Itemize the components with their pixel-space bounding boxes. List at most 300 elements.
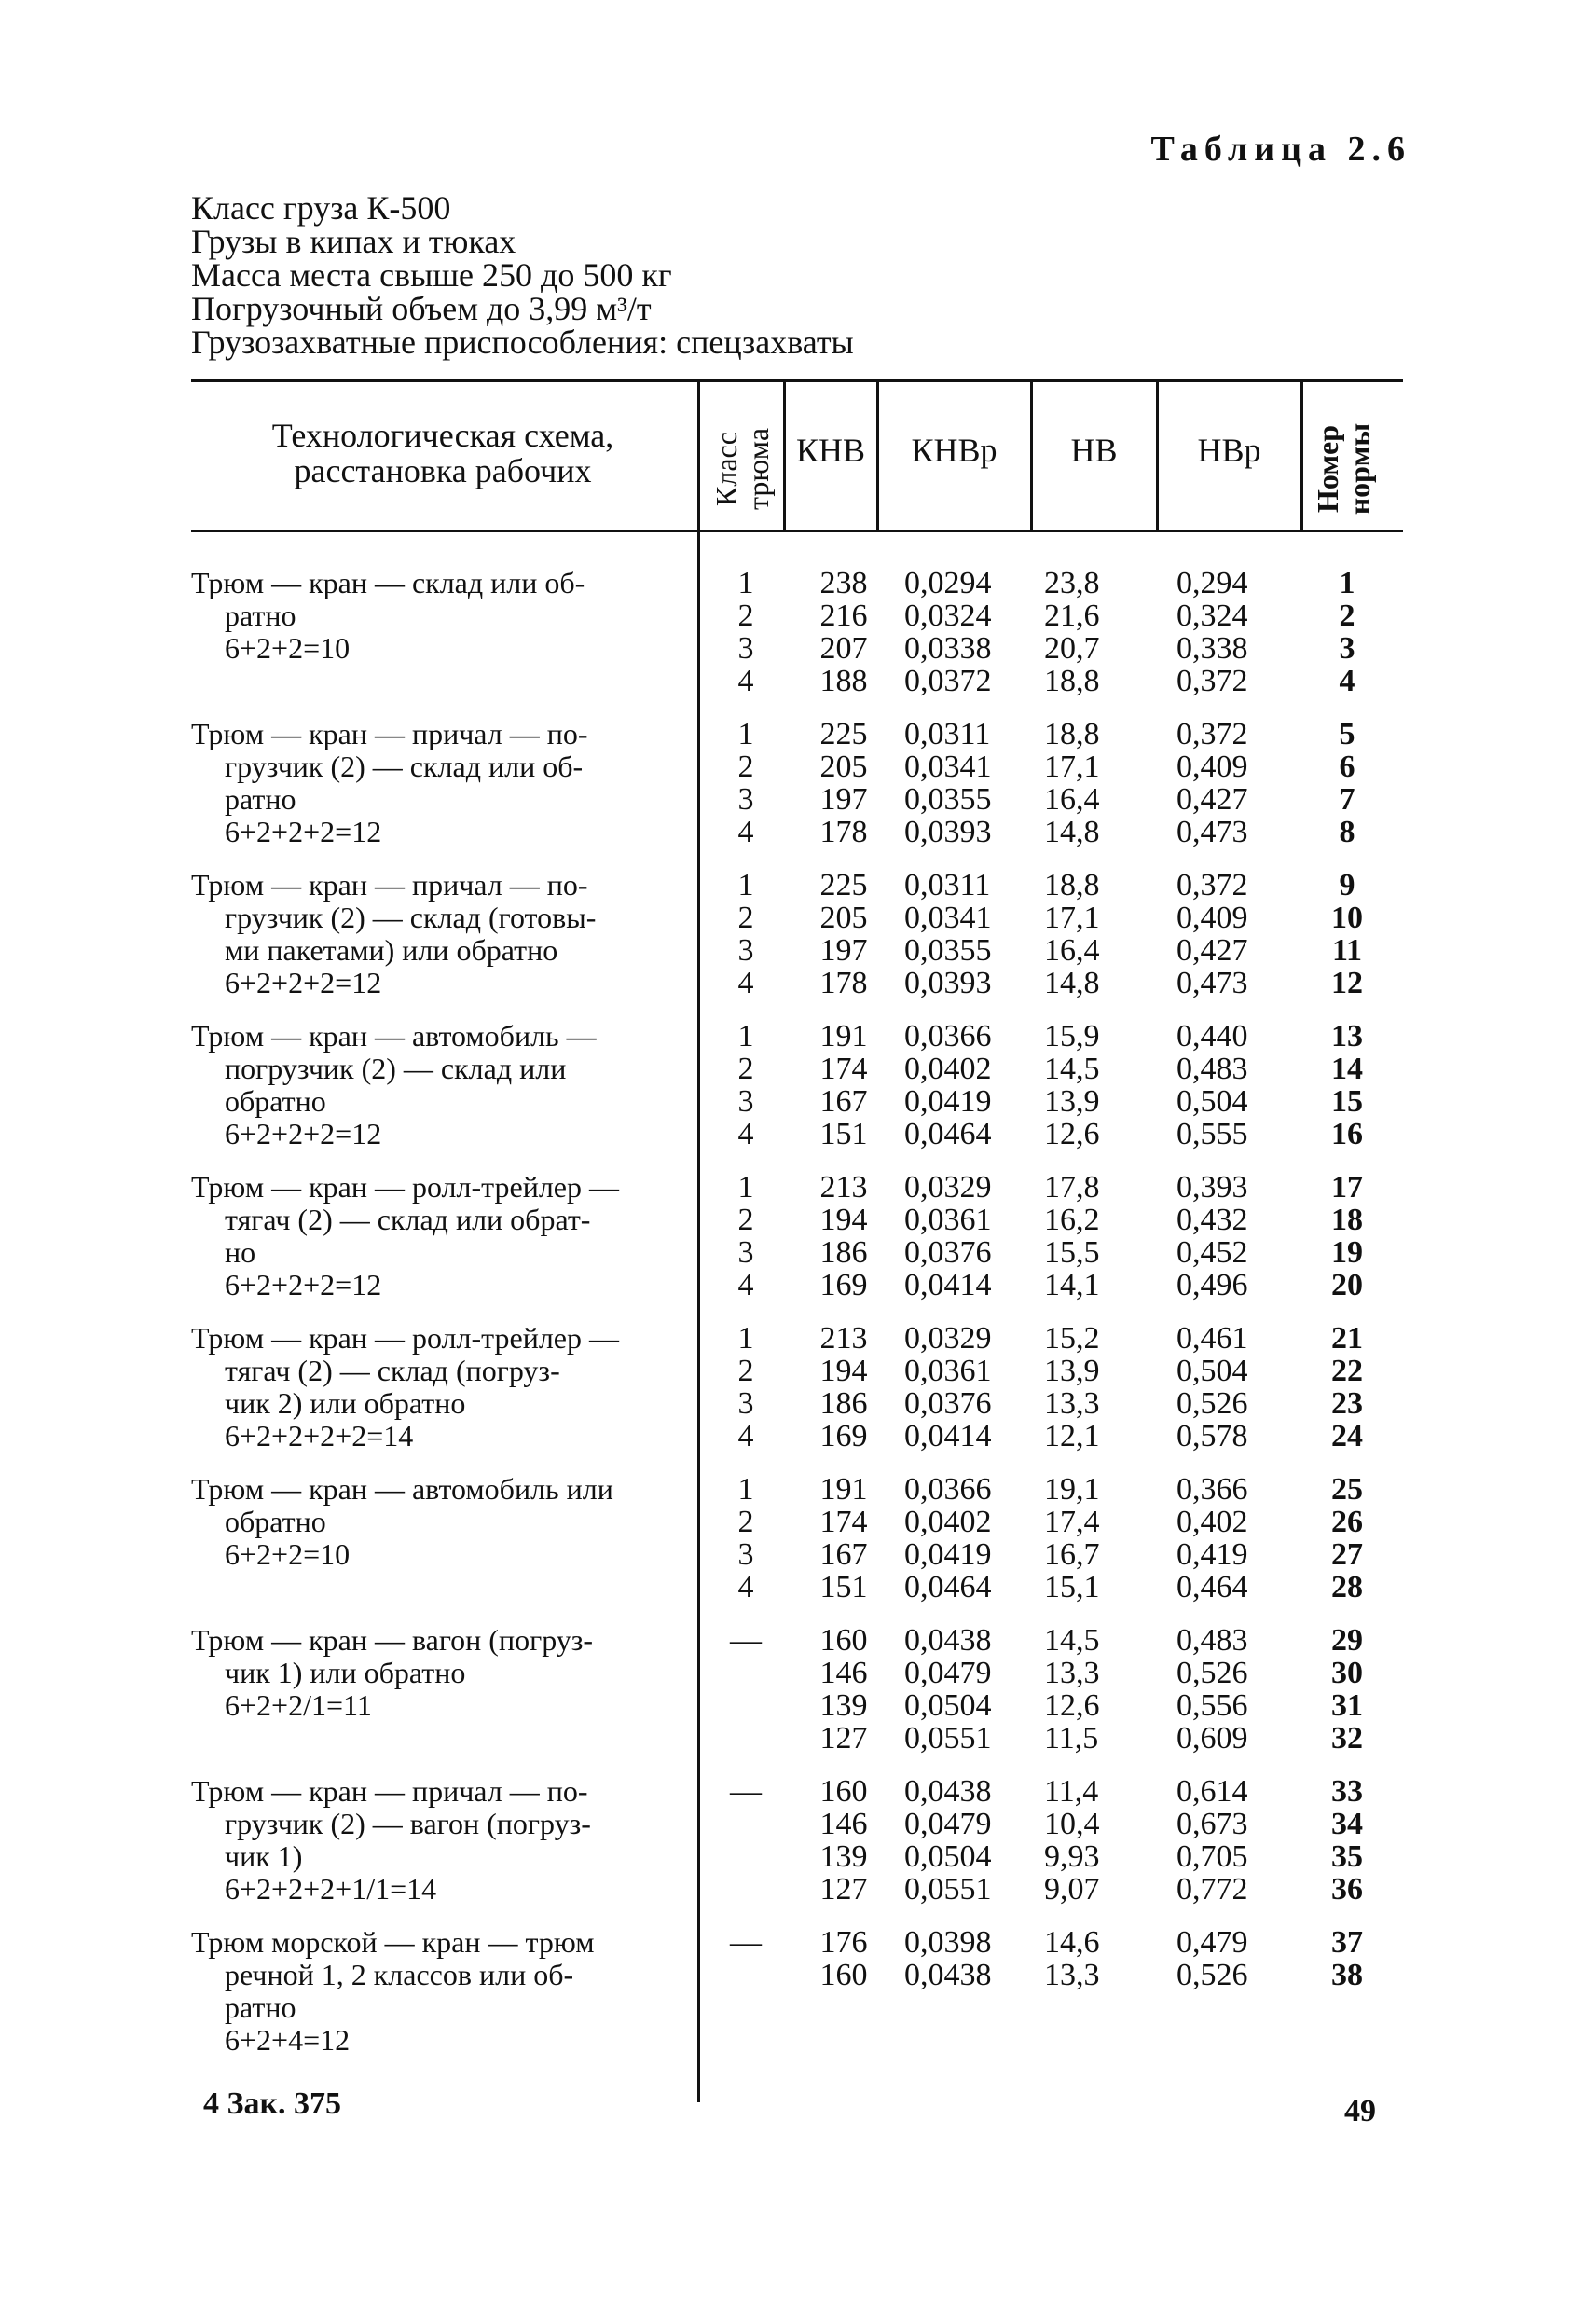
norm-number-column (1310, 1322, 1384, 1453)
norm-number-column (1310, 718, 1384, 848)
nv-r-cell: 0,372 (1176, 868, 1248, 902)
norm-number-cell: 7 (1339, 782, 1355, 817)
knv-cell: 178 (819, 966, 868, 1000)
hold-class-column (709, 1473, 783, 1604)
nv-cell: 21,6 (1044, 599, 1100, 633)
knv-column (797, 1171, 890, 1301)
nv-r-cell: 0,366 (1176, 1472, 1248, 1507)
knv-r-cell: 0,0329 (904, 1321, 992, 1356)
table-header-rule (191, 530, 1403, 532)
scheme-line: 6+2+2+2=12 (225, 1117, 382, 1150)
nv-r-column (1176, 1020, 1279, 1150)
header-scheme-line-2: расстановка рабочих (294, 452, 592, 489)
nv-r-cell: 0,409 (1176, 750, 1248, 784)
nv-r-cell: 0,556 (1176, 1688, 1248, 1723)
norm-number-cell: 14 (1331, 1052, 1363, 1086)
nv-column (1044, 1322, 1133, 1453)
scheme-line: Трюм — кран — причал — по- (191, 868, 588, 902)
nv-cell: 13,3 (1044, 1958, 1100, 1992)
scheme-line: 6+2+2+2=12 (225, 1268, 382, 1301)
nv-column (1044, 1624, 1133, 1755)
scheme-line: Трюм — кран — ролл-трейлер — (191, 1321, 619, 1355)
norm-number-cell: 12 (1331, 966, 1363, 1000)
header-hold-class-line-2: трюма (741, 427, 775, 511)
scheme-line: Трюм — кран — причал — по- (191, 717, 588, 750)
cargo-gear: Грузозахватные приспособления: спецзахваты (191, 324, 854, 361)
nv-r-cell: 0,294 (1176, 566, 1248, 600)
scheme-line: Трюм морской — кран — трюм (191, 1925, 595, 1959)
footer-order: 4 Зак. 375 (203, 2086, 342, 2121)
cargo-type: Грузы в кипах и тюках (191, 223, 516, 260)
nv-r-cell: 0,440 (1176, 1019, 1248, 1053)
hold-class-column (709, 1322, 783, 1453)
knv-cell: 139 (819, 1839, 868, 1874)
knv-r-column (904, 1775, 1044, 1906)
hold-class-cell: 3 (737, 1386, 754, 1421)
knv-r-cell: 0,0329 (904, 1170, 992, 1205)
hold-class-cell: 2 (737, 599, 754, 633)
hold-class-cell: 2 (737, 1505, 754, 1539)
scheme-line: чик 2) или обратно (225, 1386, 466, 1420)
knv-r-column (904, 567, 1044, 697)
nv-column (1044, 1020, 1133, 1150)
nv-cell: 12,1 (1044, 1419, 1100, 1453)
norm-number-cell: 2 (1339, 599, 1355, 633)
nv-r-column (1176, 567, 1279, 697)
nv-r-cell: 0,479 (1176, 1925, 1248, 1960)
nv-column (1044, 1775, 1133, 1906)
knv-cell: 146 (819, 1656, 868, 1690)
table-label: Таблица 2.6 (1150, 130, 1411, 169)
nv-column (1044, 567, 1133, 697)
norm-number-cell: 23 (1331, 1386, 1363, 1421)
header-hold-class (710, 404, 776, 534)
hold-class-column (709, 1020, 783, 1150)
knv-cell: 160 (819, 1623, 868, 1658)
norm-number-cell: 34 (1331, 1807, 1363, 1841)
nv-cell: 13,9 (1044, 1084, 1100, 1119)
nv-cell: 16,4 (1044, 933, 1100, 968)
knv-cell: 174 (819, 1052, 868, 1086)
nv-r-cell: 0,419 (1176, 1537, 1248, 1572)
knv-r-column (904, 1171, 1044, 1301)
nv-cell: 10,4 (1044, 1807, 1100, 1841)
knv-cell: 146 (819, 1807, 868, 1841)
knv-cell: 167 (819, 1084, 868, 1119)
hold-class-cell: 3 (737, 933, 754, 968)
nv-cell: 15,9 (1044, 1019, 1100, 1053)
col-divider-6 (1300, 382, 1303, 531)
norm-number-cell: 11 (1331, 933, 1363, 968)
hold-class-cell: 3 (737, 1084, 754, 1119)
scheme-line: 6+2+2+2=12 (225, 815, 382, 848)
knv-cell: 127 (819, 1721, 868, 1755)
knv-column (797, 1775, 890, 1906)
knv-r-cell: 0,0376 (904, 1386, 992, 1421)
norm-number-column (1310, 1020, 1384, 1150)
knv-r-column (904, 718, 1044, 848)
knv-r-cell: 0,0438 (904, 1623, 992, 1658)
knv-cell: 216 (819, 599, 868, 633)
norm-number-cell: 16 (1331, 1117, 1363, 1151)
hold-class-cell: 4 (737, 1570, 754, 1604)
knv-r-column (904, 1926, 1044, 1991)
knv-cell: 151 (819, 1570, 868, 1604)
knv-r-cell: 0,0464 (904, 1117, 992, 1151)
nv-cell: 23,8 (1044, 566, 1100, 600)
scheme-line: речной 1, 2 классов или об- (225, 1958, 574, 1991)
nv-cell: 11,4 (1044, 1774, 1099, 1809)
norm-number-cell: 35 (1331, 1839, 1363, 1874)
scheme-line: Трюм — кран — вагон (погруз- (191, 1623, 594, 1657)
norm-number-column (1310, 869, 1384, 999)
norm-number-cell: 32 (1331, 1721, 1363, 1755)
knv-cell: 160 (819, 1958, 868, 1992)
nv-cell: 11,5 (1044, 1721, 1099, 1755)
nv-r-cell: 0,673 (1176, 1807, 1248, 1841)
norm-number-cell: 38 (1331, 1958, 1363, 1992)
knv-r-cell: 0,0414 (904, 1268, 992, 1302)
knv-r-cell: 0,0366 (904, 1019, 992, 1053)
nv-r-cell: 0,526 (1176, 1958, 1248, 1992)
hold-class-column (709, 567, 783, 697)
knv-r-cell: 0,0294 (904, 566, 992, 600)
nv-cell: 13,3 (1044, 1656, 1100, 1690)
nv-r-cell: 0,461 (1176, 1321, 1248, 1356)
knv-r-cell: 0,0361 (904, 1354, 992, 1388)
hold-class-column (709, 1171, 783, 1301)
nv-r-column (1176, 718, 1279, 848)
norm-number-cell: 3 (1339, 631, 1355, 666)
knv-cell: 191 (819, 1019, 868, 1053)
scheme-line: 6+2+2=10 (225, 1537, 351, 1571)
knv-r-cell: 0,0355 (904, 782, 992, 817)
knv-r-cell: 0,0479 (904, 1656, 992, 1690)
scheme-line: 6+2+4=12 (225, 2023, 351, 2057)
knv-r-cell: 0,0341 (904, 750, 992, 784)
norm-number-cell: 31 (1331, 1688, 1363, 1723)
knv-cell: 160 (819, 1774, 868, 1809)
nv-r-cell: 0,432 (1176, 1203, 1248, 1237)
knv-cell: 205 (819, 901, 868, 935)
scheme-line: тягач (2) — склад или обрат- (225, 1203, 591, 1236)
nv-r-column (1176, 1322, 1279, 1453)
knv-r-cell: 0,0366 (904, 1472, 992, 1507)
scheme-line: ратно (225, 782, 296, 816)
nv-cell: 20,7 (1044, 631, 1100, 666)
header-norm-number (1312, 404, 1377, 534)
norm-number-cell: 6 (1339, 750, 1355, 784)
norm-number-cell: 22 (1331, 1354, 1363, 1388)
knv-cell: 139 (819, 1688, 868, 1723)
nv-r-column (1176, 869, 1279, 999)
hold-class-cell: — (730, 1774, 762, 1809)
knv-column (797, 718, 890, 848)
norm-number-cell: 15 (1331, 1084, 1363, 1119)
knv-cell: 127 (819, 1872, 868, 1907)
scheme-cell (191, 1171, 695, 1301)
nv-column (1044, 718, 1133, 848)
header-scheme-line-1: Технологическая схема, (271, 417, 614, 454)
nv-cell: 17,8 (1044, 1170, 1100, 1205)
nv-cell: 17,4 (1044, 1505, 1100, 1539)
knv-r-column (904, 1624, 1044, 1755)
scheme-line: Трюм — кран — автомобиль — (191, 1019, 597, 1053)
hold-class-cell: 3 (737, 1235, 754, 1270)
nv-r-cell: 0,705 (1176, 1839, 1248, 1874)
knv-cell: 176 (819, 1925, 868, 1960)
knv-r-cell: 0,0311 (904, 717, 991, 751)
col-divider-1 (697, 382, 700, 2102)
scheme-line: ратно (225, 1990, 296, 2024)
nv-cell: 17,1 (1044, 750, 1100, 784)
header-nv: НВ (1070, 432, 1118, 469)
cargo-volume: Погрузочный объем до 3,99 м³/т (191, 290, 652, 327)
nv-r-cell: 0,483 (1176, 1052, 1248, 1086)
scheme-cell (191, 567, 695, 665)
table-top-rule (191, 379, 1403, 382)
knv-cell: 169 (819, 1268, 868, 1302)
scheme-line: 6+2+2+2+2=14 (225, 1419, 414, 1453)
nv-cell: 18,8 (1044, 664, 1100, 698)
header-knv: КНВ (795, 432, 866, 469)
hold-class-cell: 4 (737, 815, 754, 849)
header-nv-r: НВр (1197, 432, 1261, 469)
scheme-line: 6+2+2/1=11 (225, 1688, 372, 1722)
scheme-line: 6+2+2+2=12 (225, 966, 382, 999)
scheme-cell (191, 1926, 695, 2057)
knv-r-cell: 0,0438 (904, 1774, 992, 1809)
hold-class-cell: 2 (737, 1052, 754, 1086)
hold-class-cell: 4 (737, 966, 754, 1000)
hold-class-cell: 2 (737, 1354, 754, 1388)
knv-cell: 197 (819, 782, 868, 817)
knv-cell: 205 (819, 750, 868, 784)
header-hold-class-line-1: Класс (709, 432, 743, 506)
nv-r-cell: 0,504 (1176, 1354, 1248, 1388)
nv-cell: 14,1 (1044, 1268, 1100, 1302)
nv-r-cell: 0,614 (1176, 1774, 1248, 1809)
nv-r-cell: 0,372 (1176, 664, 1248, 698)
nv-cell: 14,5 (1044, 1052, 1100, 1086)
hold-class-cell: 3 (737, 631, 754, 666)
header-norm-number-line-1: Номер (1311, 424, 1344, 514)
knv-column (797, 1624, 890, 1755)
knv-r-column (904, 1020, 1044, 1150)
knv-r-cell: 0,0551 (904, 1872, 992, 1907)
knv-r-cell: 0,0419 (904, 1537, 992, 1572)
nv-r-cell: 0,427 (1176, 933, 1248, 968)
hold-class-column (709, 1926, 783, 1959)
nv-r-cell: 0,473 (1176, 966, 1248, 1000)
nv-cell: 16,7 (1044, 1537, 1100, 1572)
norm-number-cell: 30 (1331, 1656, 1363, 1690)
nv-r-cell: 0,427 (1176, 782, 1248, 817)
nv-column (1044, 1473, 1133, 1604)
nv-r-cell: 0,338 (1176, 631, 1248, 666)
hold-class-column (709, 1624, 783, 1657)
knv-r-cell: 0,0504 (904, 1839, 992, 1874)
nv-r-column (1176, 1775, 1279, 1906)
knv-cell: 167 (819, 1537, 868, 1572)
norm-number-cell: 19 (1331, 1235, 1363, 1270)
nv-cell: 14,5 (1044, 1623, 1100, 1658)
hold-class-column (709, 1775, 783, 1808)
scheme-cell (191, 1473, 695, 1571)
scheme-line: Трюм — кран — склад или об- (191, 566, 585, 599)
scheme-line: грузчик (2) — вагон (погруз- (225, 1807, 591, 1840)
nv-r-cell: 0,526 (1176, 1656, 1248, 1690)
hold-class-cell: 4 (737, 1268, 754, 1302)
norm-number-cell: 10 (1331, 901, 1363, 935)
norm-number-column (1310, 1171, 1384, 1301)
hold-class-cell: 4 (737, 1419, 754, 1453)
scheme-line: ратно (225, 599, 296, 632)
norm-number-column (1310, 1775, 1384, 1906)
nv-r-cell: 0,496 (1176, 1268, 1248, 1302)
cargo-class: Класс груза К-500 (191, 189, 451, 227)
norm-number-cell: 37 (1331, 1925, 1363, 1960)
norm-number-column (1310, 1473, 1384, 1604)
scheme-cell (191, 1775, 695, 1906)
nv-cell: 13,3 (1044, 1386, 1100, 1421)
hold-class-cell: 4 (737, 664, 754, 698)
scheme-line: Трюм — кран — ролл-трейлер — (191, 1170, 619, 1204)
page-number: 49 (1344, 2094, 1376, 2128)
cargo-info (191, 191, 854, 359)
scheme-line: тягач (2) — склад (погруз- (225, 1354, 560, 1387)
nv-r-cell: 0,409 (1176, 901, 1248, 935)
nv-r-cell: 0,473 (1176, 815, 1248, 849)
scheme-cell (191, 869, 695, 999)
knv-cell: 191 (819, 1472, 868, 1507)
nv-r-cell: 0,504 (1176, 1084, 1248, 1119)
nv-r-column (1176, 1473, 1279, 1604)
hold-class-column (709, 718, 783, 848)
header-knv-r: КНВр (911, 432, 998, 469)
norm-number-cell: 1 (1339, 566, 1355, 600)
knv-column (797, 1020, 890, 1150)
nv-cell: 15,1 (1044, 1570, 1100, 1604)
nv-r-cell: 0,578 (1176, 1419, 1248, 1453)
knv-cell: 169 (819, 1419, 868, 1453)
hold-class-cell: 3 (737, 1537, 754, 1572)
knv-column (797, 567, 890, 697)
knv-r-cell: 0,0361 (904, 1203, 992, 1237)
knv-r-cell: 0,0311 (904, 868, 991, 902)
knv-cell: 213 (819, 1321, 868, 1356)
hold-class-cell: — (730, 1925, 762, 1960)
scheme-line: погрузчик (2) — склад или (225, 1052, 567, 1085)
norm-number-cell: 26 (1331, 1505, 1363, 1539)
norm-number-cell: 21 (1331, 1321, 1363, 1356)
nv-cell: 18,8 (1044, 868, 1100, 902)
nv-r-cell: 0,555 (1176, 1117, 1248, 1151)
knv-column (797, 869, 890, 999)
norm-number-cell: 13 (1331, 1019, 1363, 1053)
nv-cell: 19,1 (1044, 1472, 1100, 1507)
scheme-line: обратно (225, 1084, 326, 1118)
knv-r-cell: 0,0479 (904, 1807, 992, 1841)
norm-number-column (1310, 1624, 1384, 1755)
nv-r-cell: 0,483 (1176, 1623, 1248, 1658)
norm-number-cell: 24 (1331, 1419, 1363, 1453)
norm-number-cell: 25 (1331, 1472, 1363, 1507)
hold-class-cell: 2 (737, 901, 754, 935)
norm-number-cell: 9 (1339, 868, 1355, 902)
scheme-cell (191, 718, 695, 848)
nv-column (1044, 1926, 1133, 1991)
nv-r-cell: 0,402 (1176, 1505, 1248, 1539)
knv-r-cell: 0,0376 (904, 1235, 992, 1270)
hold-class-cell: 1 (737, 1472, 754, 1507)
norm-number-cell: 18 (1331, 1203, 1363, 1237)
nv-r-cell: 0,452 (1176, 1235, 1248, 1270)
knv-r-cell: 0,0438 (904, 1958, 992, 1992)
knv-cell: 238 (819, 566, 868, 600)
knv-cell: 197 (819, 933, 868, 968)
knv-r-cell: 0,0355 (904, 933, 992, 968)
knv-r-column (904, 869, 1044, 999)
nv-cell: 18,8 (1044, 717, 1100, 751)
hold-class-column (709, 869, 783, 999)
nv-cell: 14,6 (1044, 1925, 1100, 1960)
knv-cell: 151 (819, 1117, 868, 1151)
scheme-cell (191, 1322, 695, 1453)
norm-number-cell: 4 (1339, 664, 1355, 698)
scheme-line: чик 1) или обратно (225, 1656, 466, 1689)
norm-number-cell: 28 (1331, 1570, 1363, 1604)
nv-r-cell: 0,324 (1176, 599, 1248, 633)
scheme-line: ми пакетами) или обратно (225, 933, 558, 967)
knv-cell: 207 (819, 631, 868, 666)
nv-cell: 16,4 (1044, 782, 1100, 817)
norm-number-cell: 27 (1331, 1537, 1363, 1572)
nv-cell: 14,8 (1044, 966, 1100, 1000)
knv-r-cell: 0,0372 (904, 664, 992, 698)
scheme-line: грузчик (2) — склад (готовы- (225, 901, 597, 934)
norm-number-column (1310, 567, 1384, 697)
norm-number-column (1310, 1926, 1384, 1991)
hold-class-cell: 4 (737, 1117, 754, 1151)
knv-column (797, 1926, 890, 1991)
nv-cell: 12,6 (1044, 1117, 1100, 1151)
knv-cell: 186 (819, 1235, 868, 1270)
knv-r-cell: 0,0338 (904, 631, 992, 666)
header-scheme (200, 418, 685, 489)
nv-r-cell: 0,772 (1176, 1872, 1248, 1907)
norm-number-cell: 33 (1331, 1774, 1363, 1809)
knv-cell: 194 (819, 1203, 868, 1237)
knv-r-column (904, 1322, 1044, 1453)
knv-cell: 188 (819, 664, 868, 698)
knv-cell: 225 (819, 868, 868, 902)
nv-cell: 14,8 (1044, 815, 1100, 849)
hold-class-cell: 1 (737, 717, 754, 751)
hold-class-cell: — (730, 1623, 762, 1658)
knv-cell: 225 (819, 717, 868, 751)
nv-column (1044, 1171, 1133, 1301)
nv-cell: 17,1 (1044, 901, 1100, 935)
norm-number-cell: 5 (1339, 717, 1355, 751)
scheme-line: Трюм — кран — автомобиль или (191, 1472, 613, 1506)
nv-cell: 9,07 (1044, 1872, 1100, 1907)
nv-cell: 12,6 (1044, 1688, 1100, 1723)
norm-number-cell: 36 (1331, 1872, 1363, 1907)
hold-class-cell: 1 (737, 1019, 754, 1053)
knv-cell: 174 (819, 1505, 868, 1539)
hold-class-cell: 1 (737, 1170, 754, 1205)
